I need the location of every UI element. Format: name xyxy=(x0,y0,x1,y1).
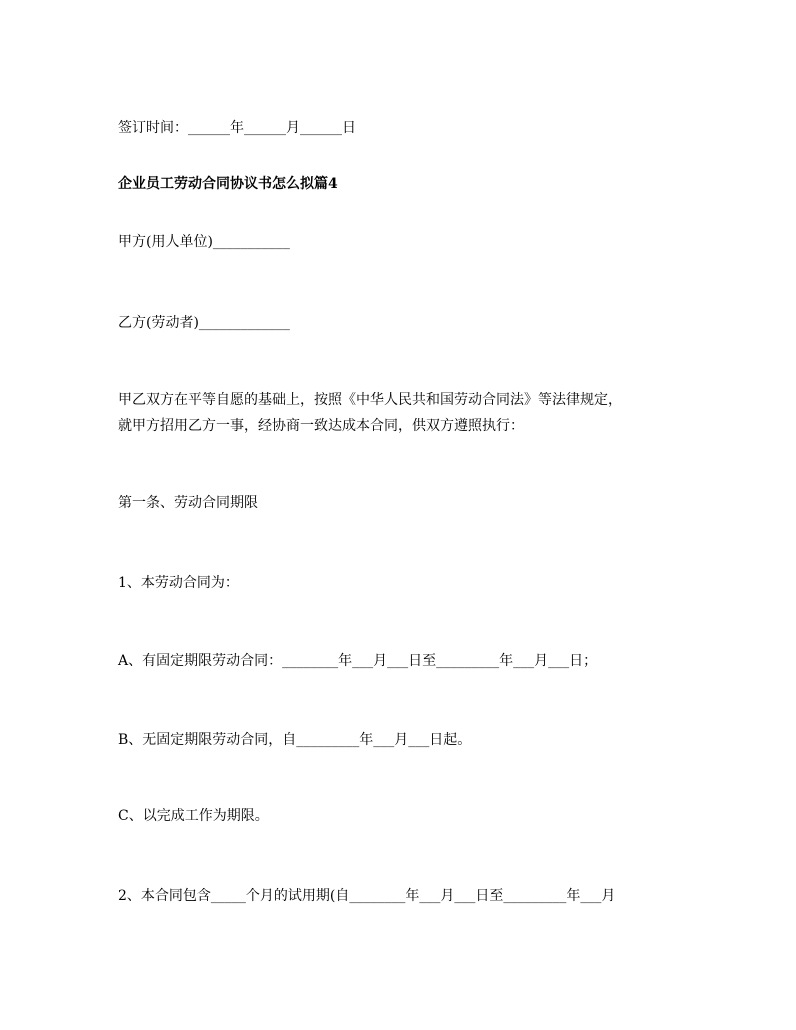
article-1-heading: 第一条、劳动合同期限 xyxy=(118,495,258,511)
section-title: 企业员工劳动合同协议书怎么拟篇4 xyxy=(118,176,338,192)
intro-paragraph-line-2: 就甲方招用乙方一事，经协商一致达成本合同，供双方遵照执行： xyxy=(118,418,524,434)
intro-paragraph-line-1: 甲乙双方在平等自愿的基础上，按照《中华人民共和国劳动合同法》等法律规定， xyxy=(118,392,622,408)
clause-2: 2、本合同包含_____个月的试用期(自________年___月___日至_________年___月 xyxy=(118,888,616,904)
party-a-line: 甲方(用人单位)___________ xyxy=(118,234,290,250)
clause-a: A、有固定期限劳动合同：________年___月___日至_________年___月___日； xyxy=(118,653,598,669)
clause-1: 1、本劳动合同为： xyxy=(118,575,239,591)
party-b-line: 乙方(劳动者)_____________ xyxy=(118,315,290,331)
clause-c: C、以完成工作为期限。 xyxy=(118,808,269,824)
signing-date-line: 签订时间：______年______月______日 xyxy=(118,120,356,136)
clause-b: B、无固定期限劳动合同，自_________年___月___日起。 xyxy=(118,732,472,748)
